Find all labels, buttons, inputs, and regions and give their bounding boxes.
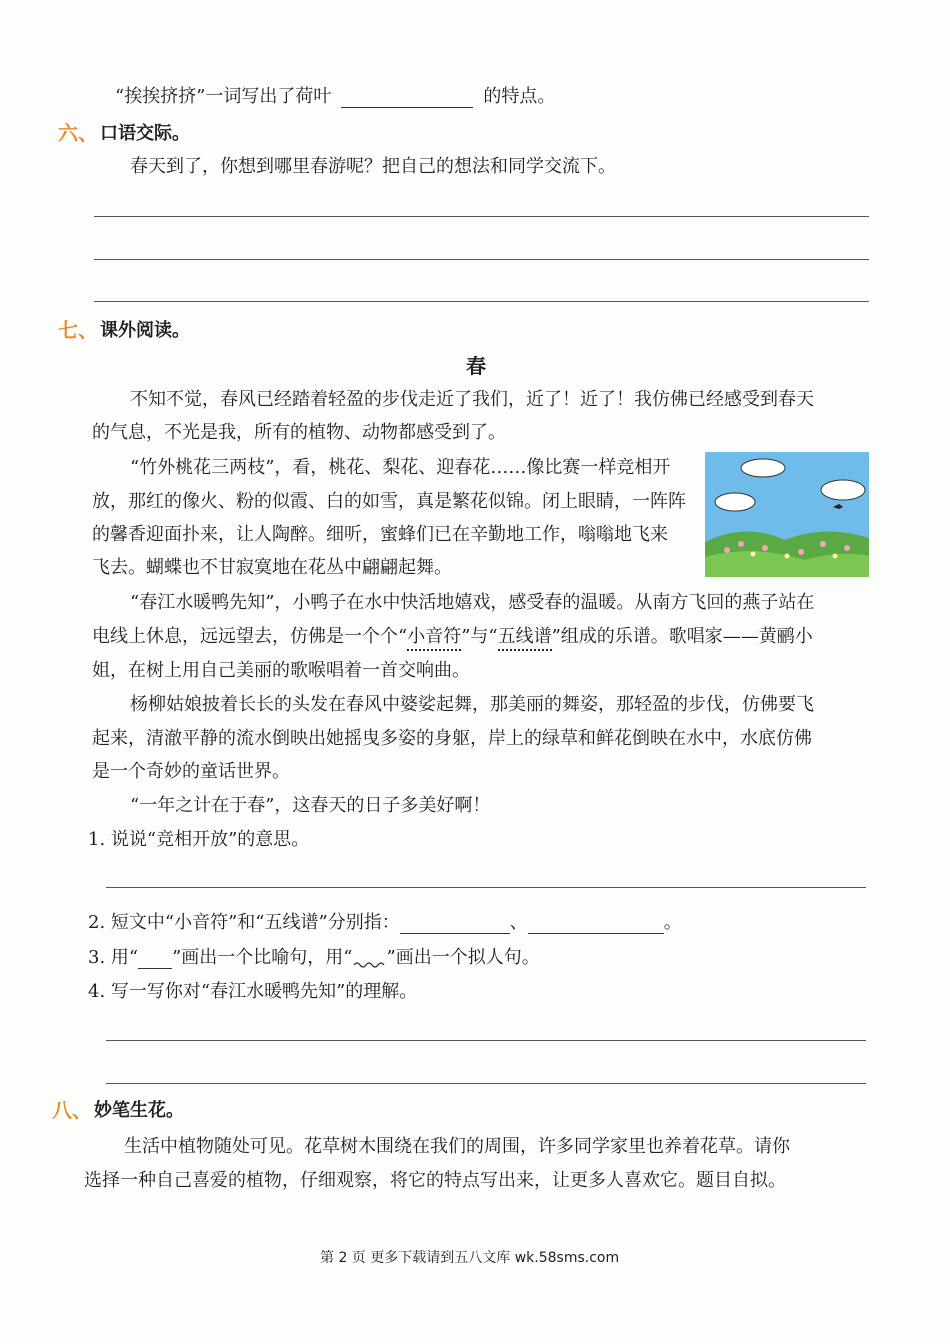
article-line: 飞去。蝴蝶也不甘寂寞地在花丛中翩翩起舞。: [92, 557, 452, 578]
section-7-heading: 七、 课外阅读。: [58, 318, 190, 342]
article-line: 的馨香迎面扑来，让人陶醉。细听，蜜蜂们已在辛勤地工作，嗡嗡地飞来: [92, 524, 668, 545]
answer-blank[interactable]: [400, 915, 510, 934]
dotted-word: 五线谱: [498, 626, 552, 651]
straight-line-mark: [138, 952, 172, 969]
answer-line[interactable]: [94, 301, 869, 302]
section-6-prompt: 春天到了，你想到哪里春游呢？把自己的想法和同学交流下。: [130, 156, 616, 177]
section-8-heading: 八、 妙笔生花。: [52, 1098, 184, 1122]
article-line: 电线上休息，远远望去，仿佛是一个个“小音符”与“五线谱”组成的乐谱。歌唱家——黄鹂小: [92, 622, 813, 648]
top-question: “挨挨挤挤”一词写出了荷叶 的特点。: [115, 86, 556, 107]
answer-line[interactable]: [94, 216, 869, 217]
question-2: 2. 短文中“小音符”和“五线谱”分别指： 、 。: [88, 912, 682, 933]
article-line: 起来，清澈平静的流水倒映出她摇曳多姿的身躯，岸上的绿草和鲜花倒映在水中，水底仿佛: [92, 728, 812, 749]
section-8-prompt: 选择一种自己喜爱的植物，仔细观察，将它的特点写出来，让更多人喜欢它。题目自拟。: [84, 1170, 786, 1191]
cloud-icon: [741, 459, 785, 477]
answer-line[interactable]: [106, 1083, 866, 1084]
question-3: 3. 用“ ”画出一个比喻句，用“ ”画出一个拟人句。: [88, 947, 540, 968]
article-line: “春江水暖鸭先知”，小鸭子在水中快活地嬉戏，感受春的温暖。从南方飞回的燕子站在: [130, 592, 815, 613]
question-1: 1. 说说“竞相开放”的意思。: [88, 829, 310, 850]
article-line: 杨柳姑娘披着长长的头发在春风中婆娑起舞，那美丽的舞姿，那轻盈的步伐，仿佛要飞: [130, 694, 814, 715]
page-footer: 第 2 页 更多下载请到五八文库 wk.58sms.com: [320, 1250, 620, 1266]
article-line: 不知不觉，春风已经踏着轻盈的步伐走近了我们，近了！近了！我仿佛已经感受到春天: [130, 389, 814, 410]
answer-line[interactable]: [94, 259, 869, 260]
article-line: “竹外桃花三两枝”，看，桃花、梨花、迎春花……像比赛一样竞相开: [130, 457, 671, 478]
wavy-line-mark: [353, 951, 387, 969]
article-line: 姐，在树上用自己美丽的歌喉唱着一首交响曲。: [92, 660, 470, 681]
cloud-icon: [821, 480, 865, 500]
answer-blank[interactable]: [341, 89, 473, 108]
answer-blank[interactable]: [528, 915, 664, 934]
answer-line[interactable]: [106, 887, 866, 888]
article-title: 春: [466, 354, 486, 378]
article-line: “一年之计在于春”，这春天的日子多美好啊！: [130, 795, 491, 816]
article-line: 是一个奇妙的童话世界。: [92, 761, 290, 782]
dotted-word: 小音符: [407, 626, 461, 651]
article-line: 的气息，不光是我，所有的植物、动物都感受到了。: [92, 422, 506, 443]
question-4: 4. 写一写你对“春江水暖鸭先知”的理解。: [88, 981, 418, 1002]
cloud-icon: [715, 493, 755, 511]
section-6-heading: 六、 口语交际。: [58, 121, 190, 145]
answer-line[interactable]: [106, 1040, 866, 1041]
spring-landscape-illustration: [705, 452, 869, 577]
article-line: 放，那红的像火、粉的似霞、白的如雪，真是繁花似锦。闭上眼睛，一阵阵: [92, 491, 686, 512]
section-8-prompt: 生活中植物随处可见。花草树木围绕在我们的周围，许多同学家里也养着花草。请你: [124, 1136, 790, 1157]
